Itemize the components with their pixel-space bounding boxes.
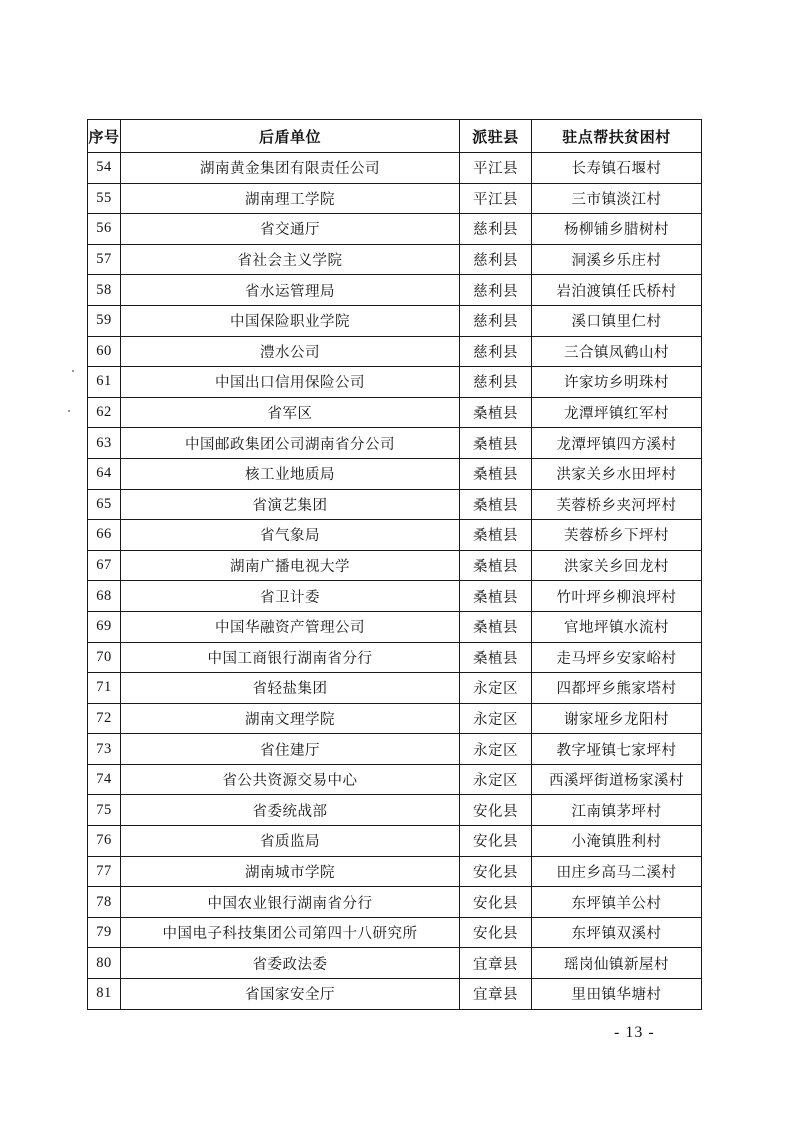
cell-support-unit: 湖南城市学院 <box>121 856 460 887</box>
header-assisted-village: 驻点帮扶贫困村 <box>532 120 702 153</box>
cell-serial-number: 81 <box>88 979 121 1010</box>
table-row <box>88 764 702 795</box>
cell-assisted-village: 瑶岗仙镇新屋村 <box>532 948 702 979</box>
cell-assisted-village: 西溪坪街道杨家溪村 <box>532 764 702 795</box>
cell-serial-number: 80 <box>88 948 121 979</box>
cell-assisted-village: 走马坪乡安家峪村 <box>532 642 702 673</box>
table-row <box>88 581 702 612</box>
cell-serial-number: 56 <box>88 214 121 245</box>
table-row <box>88 642 702 673</box>
table-row <box>88 826 702 857</box>
cell-assigned-county: 安化县 <box>460 887 532 918</box>
table-row <box>88 275 702 306</box>
cell-support-unit: 省质监局 <box>121 826 460 857</box>
cell-assigned-county: 桑植县 <box>460 458 532 489</box>
assistance-unit-table <box>87 119 702 1010</box>
cell-assigned-county: 慈利县 <box>460 367 532 398</box>
table-body <box>88 153 702 1010</box>
cell-assisted-village: 杨柳铺乡腊树村 <box>532 214 702 245</box>
cell-assigned-county: 慈利县 <box>460 305 532 336</box>
cell-serial-number: 65 <box>88 489 121 520</box>
table-row <box>88 489 702 520</box>
scan-speck <box>68 410 70 412</box>
page-number: - 13 - <box>614 1024 655 1041</box>
table-row <box>88 611 702 642</box>
cell-support-unit: 中国工商银行湖南省分行 <box>121 642 460 673</box>
cell-assisted-village: 芙蓉桥乡下坪村 <box>532 520 702 551</box>
cell-assigned-county: 安化县 <box>460 917 532 948</box>
cell-serial-number: 66 <box>88 520 121 551</box>
cell-assigned-county: 桑植县 <box>460 428 532 459</box>
cell-support-unit: 省气象局 <box>121 520 460 551</box>
cell-support-unit: 省军区 <box>121 397 460 428</box>
cell-assigned-county: 平江县 <box>460 183 532 214</box>
cell-assigned-county: 安化县 <box>460 856 532 887</box>
table-row <box>88 673 702 704</box>
table-row <box>88 244 702 275</box>
cell-support-unit: 省轻盐集团 <box>121 673 460 704</box>
cell-serial-number: 72 <box>88 703 121 734</box>
cell-support-unit: 中国华融资产管理公司 <box>121 611 460 642</box>
table-row <box>88 336 702 367</box>
cell-serial-number: 77 <box>88 856 121 887</box>
cell-assigned-county: 宜章县 <box>460 979 532 1010</box>
cell-support-unit: 中国保险职业学院 <box>121 305 460 336</box>
header-support-unit: 后盾单位 <box>121 120 460 153</box>
cell-support-unit: 中国电子科技集团公司第四十八研究所 <box>121 917 460 948</box>
table-row <box>88 397 702 428</box>
cell-assigned-county: 桑植县 <box>460 397 532 428</box>
cell-assisted-village: 小淹镇胜利村 <box>532 826 702 857</box>
cell-assigned-county: 永定区 <box>460 764 532 795</box>
cell-assisted-village: 谢家垭乡龙阳村 <box>532 703 702 734</box>
cell-serial-number: 76 <box>88 826 121 857</box>
cell-serial-number: 58 <box>88 275 121 306</box>
cell-support-unit: 中国农业银行湖南省分行 <box>121 887 460 918</box>
cell-support-unit: 省交通厅 <box>121 214 460 245</box>
table-row <box>88 734 702 765</box>
cell-support-unit: 澧水公司 <box>121 336 460 367</box>
cell-assisted-village: 龙潭坪镇四方溪村 <box>532 428 702 459</box>
cell-support-unit: 湖南广播电视大学 <box>121 550 460 581</box>
cell-assigned-county: 慈利县 <box>460 275 532 306</box>
cell-serial-number: 63 <box>88 428 121 459</box>
cell-serial-number: 67 <box>88 550 121 581</box>
table-row <box>88 153 702 184</box>
table-row <box>88 948 702 979</box>
cell-support-unit: 省住建厅 <box>121 734 460 765</box>
cell-serial-number: 70 <box>88 642 121 673</box>
header-serial-number: 序号 <box>88 120 121 153</box>
cell-support-unit: 湖南文理学院 <box>121 703 460 734</box>
table-row <box>88 703 702 734</box>
cell-support-unit: 省卫计委 <box>121 581 460 612</box>
table-row <box>88 458 702 489</box>
cell-support-unit: 省演艺集团 <box>121 489 460 520</box>
cell-assisted-village: 三合镇凤鹤山村 <box>532 336 702 367</box>
cell-serial-number: 62 <box>88 397 121 428</box>
cell-assigned-county: 桑植县 <box>460 520 532 551</box>
cell-support-unit: 湖南理工学院 <box>121 183 460 214</box>
cell-serial-number: 79 <box>88 917 121 948</box>
cell-assisted-village: 三市镇淡江村 <box>532 183 702 214</box>
cell-assigned-county: 慈利县 <box>460 336 532 367</box>
cell-assigned-county: 慈利县 <box>460 244 532 275</box>
cell-assisted-village: 长寿镇石堰村 <box>532 153 702 184</box>
table-row <box>88 367 702 398</box>
cell-assisted-village: 许家坊乡明珠村 <box>532 367 702 398</box>
table-row <box>88 550 702 581</box>
table-row <box>88 979 702 1010</box>
cell-serial-number: 54 <box>88 153 121 184</box>
cell-assigned-county: 慈利县 <box>460 214 532 245</box>
cell-serial-number: 69 <box>88 611 121 642</box>
cell-serial-number: 60 <box>88 336 121 367</box>
table-row <box>88 520 702 551</box>
cell-serial-number: 61 <box>88 367 121 398</box>
cell-assisted-village: 竹叶坪乡柳浪坪村 <box>532 581 702 612</box>
cell-assigned-county: 安化县 <box>460 826 532 857</box>
cell-support-unit: 省委统战部 <box>121 795 460 826</box>
cell-assisted-village: 里田镇华塘村 <box>532 979 702 1010</box>
cell-support-unit: 省国家安全厅 <box>121 979 460 1010</box>
cell-assigned-county: 桑植县 <box>460 550 532 581</box>
table-row <box>88 305 702 336</box>
cell-support-unit: 中国出口信用保险公司 <box>121 367 460 398</box>
cell-assisted-village: 芙蓉桥乡夹河坪村 <box>532 489 702 520</box>
table-row <box>88 183 702 214</box>
cell-serial-number: 73 <box>88 734 121 765</box>
cell-serial-number: 75 <box>88 795 121 826</box>
cell-assigned-county: 宜章县 <box>460 948 532 979</box>
cell-assigned-county: 桑植县 <box>460 489 532 520</box>
cell-serial-number: 71 <box>88 673 121 704</box>
cell-serial-number: 64 <box>88 458 121 489</box>
table-row <box>88 856 702 887</box>
cell-assisted-village: 东坪镇羊公村 <box>532 887 702 918</box>
table-row <box>88 887 702 918</box>
cell-assisted-village: 洞溪乡乐庄村 <box>532 244 702 275</box>
cell-serial-number: 78 <box>88 887 121 918</box>
table-row <box>88 214 702 245</box>
cell-support-unit: 省水运管理局 <box>121 275 460 306</box>
cell-support-unit: 核工业地质局 <box>121 458 460 489</box>
cell-assisted-village: 东坪镇双溪村 <box>532 917 702 948</box>
cell-assigned-county: 平江县 <box>460 153 532 184</box>
cell-assisted-village: 江南镇茅坪村 <box>532 795 702 826</box>
cell-assisted-village: 溪口镇里仁村 <box>532 305 702 336</box>
table-header-row <box>88 120 702 153</box>
cell-assisted-village: 官地坪镇水流村 <box>532 611 702 642</box>
cell-support-unit: 湖南黄金集团有限责任公司 <box>121 153 460 184</box>
cell-support-unit: 中国邮政集团公司湖南省分公司 <box>121 428 460 459</box>
cell-assisted-village: 龙潭坪镇红军村 <box>532 397 702 428</box>
cell-assigned-county: 永定区 <box>460 734 532 765</box>
cell-support-unit: 省公共资源交易中心 <box>121 764 460 795</box>
cell-assigned-county: 桑植县 <box>460 611 532 642</box>
cell-assigned-county: 桑植县 <box>460 642 532 673</box>
cell-assigned-county: 永定区 <box>460 673 532 704</box>
cell-assigned-county: 永定区 <box>460 703 532 734</box>
table-row <box>88 795 702 826</box>
cell-support-unit: 省委政法委 <box>121 948 460 979</box>
cell-serial-number: 68 <box>88 581 121 612</box>
cell-assigned-county: 安化县 <box>460 795 532 826</box>
table-row <box>88 428 702 459</box>
cell-support-unit: 省社会主义学院 <box>121 244 460 275</box>
cell-assisted-village: 洪家关乡水田坪村 <box>532 458 702 489</box>
cell-serial-number: 74 <box>88 764 121 795</box>
cell-assigned-county: 桑植县 <box>460 581 532 612</box>
cell-assisted-village: 田庄乡高马二溪村 <box>532 856 702 887</box>
cell-assisted-village: 岩泊渡镇任氏桥村 <box>532 275 702 306</box>
cell-assisted-village: 四都坪乡熊家塔村 <box>532 673 702 704</box>
cell-serial-number: 59 <box>88 305 121 336</box>
cell-serial-number: 57 <box>88 244 121 275</box>
cell-serial-number: 55 <box>88 183 121 214</box>
scan-speck <box>72 370 74 372</box>
header-assigned-county: 派驻县 <box>460 120 532 153</box>
cell-assisted-village: 洪家关乡回龙村 <box>532 550 702 581</box>
cell-assisted-village: 教字垭镇七家坪村 <box>532 734 702 765</box>
table-row <box>88 917 702 948</box>
